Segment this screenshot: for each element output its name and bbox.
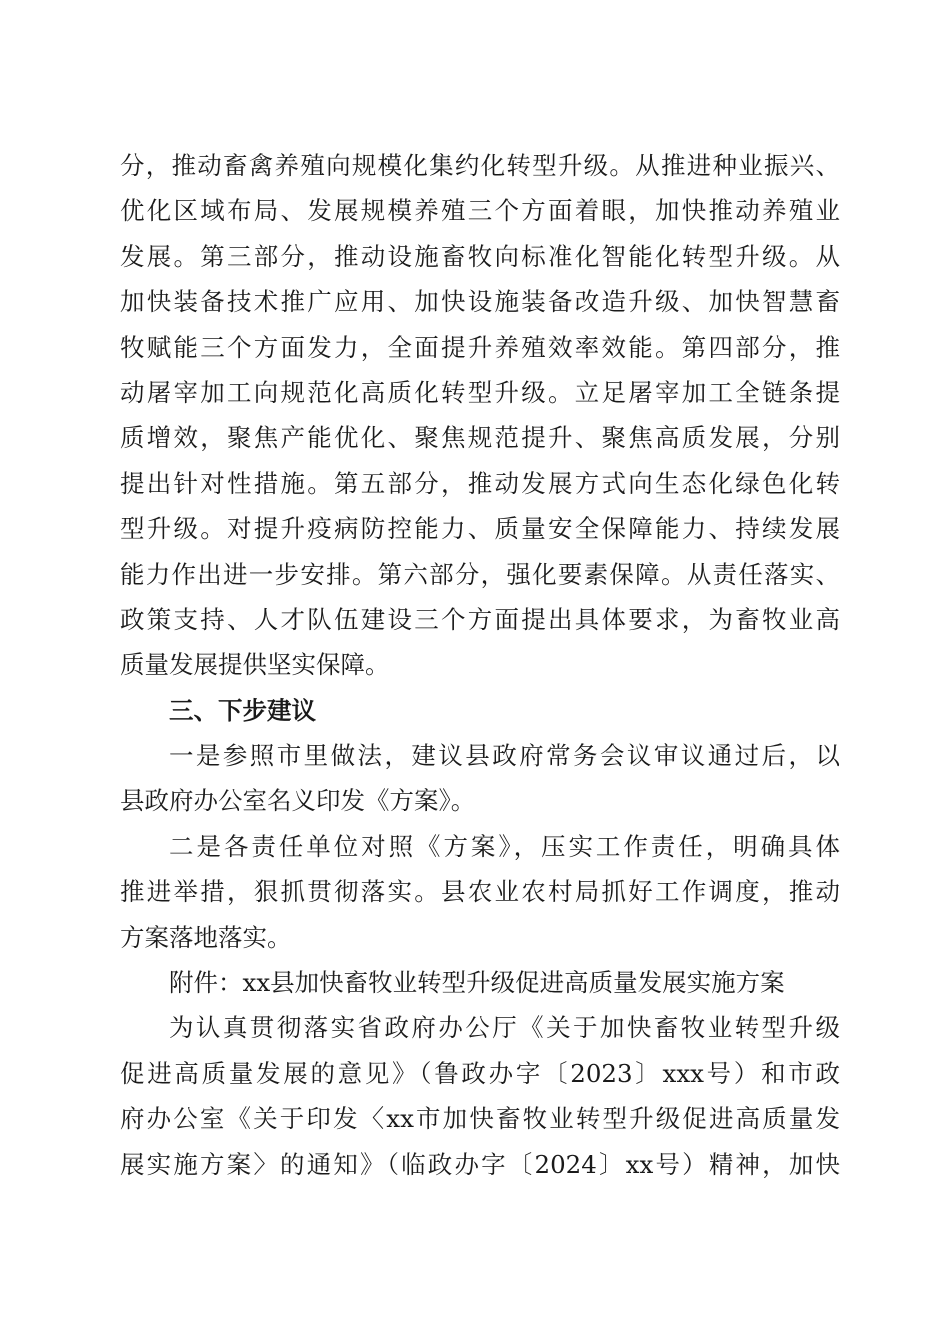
text-line-8: 提出针对性措施。第五部分，推动发展方式向生态化绿色化转 <box>120 468 840 498</box>
text-line-4: 加快装备技术推广应用、加快设施装备改造升级、加快智慧畜 <box>120 287 840 317</box>
text-line-17: 推进举措，狠抓贯彻落实。县农业农村局抓好工作调度，推动 <box>120 877 840 907</box>
text-line-23: 展实施方案〉的通知》（临政办字〔2024〕xx号）精神，加快 <box>120 1149 840 1179</box>
text-line-22: 府办公室《关于印发〈xx市加快畜牧业转型升级促进高质量发 <box>120 1104 840 1134</box>
document-body <box>120 143 840 1187</box>
text-line-10: 能力作出进一步安排。第六部分，强化要素保障。从责任落实、 <box>120 559 840 589</box>
text-line-12: 质量发展提供坚实保障。 <box>120 650 390 680</box>
attachment-line: 附件：xx县加快畜牧业转型升级促进高质量发展实施方案 <box>169 968 785 998</box>
text-line-20: 为认真贯彻落实省政府办公厅《关于加快畜牧业转型升级 <box>169 1013 840 1043</box>
text-line-7: 质增效，聚焦产能优化、聚焦规范提升、聚焦高质发展，分别 <box>120 423 840 453</box>
text-line-5: 牧赋能三个方面发力，全面提升养殖效率效能。第四部分，推 <box>120 332 840 362</box>
text-line-1: 分，推动畜禽养殖向规模化集约化转型升级。从推进种业振兴、 <box>120 151 840 180</box>
text-line-9: 型升级。对提升疫病防控能力、质量安全保障能力、持续发展 <box>120 514 840 544</box>
text-line-15: 县政府办公室名义印发《方案》。 <box>120 786 476 816</box>
text-line-2: 优化区域布局、发展规模养殖三个方面着眼，加快推动养殖业 <box>120 196 840 226</box>
text-line-3: 发展。第三部分，推动设施畜牧向标准化智能化转型升级。从 <box>120 241 840 271</box>
text-line-16: 二是各责任单位对照《方案》，压实工作责任，明确具体 <box>169 831 840 861</box>
section-heading: 三、下步建议 <box>169 695 316 725</box>
text-line-11: 政策支持、人才队伍建设三个方面提出具体要求，为畜牧业高 <box>120 604 840 634</box>
text-line-14: 一是参照市里做法，建议县政府常务会议审议通过后，以 <box>169 741 840 771</box>
text-line-21: 促进高质量发展的意见》（鲁政办字〔2023〕xxx号）和市政 <box>120 1058 840 1088</box>
text-line-6: 动屠宰加工向规范化高质化转型升级。立足屠宰加工全链条提 <box>120 377 840 407</box>
text-line-18: 方案落地落实。 <box>120 922 292 952</box>
